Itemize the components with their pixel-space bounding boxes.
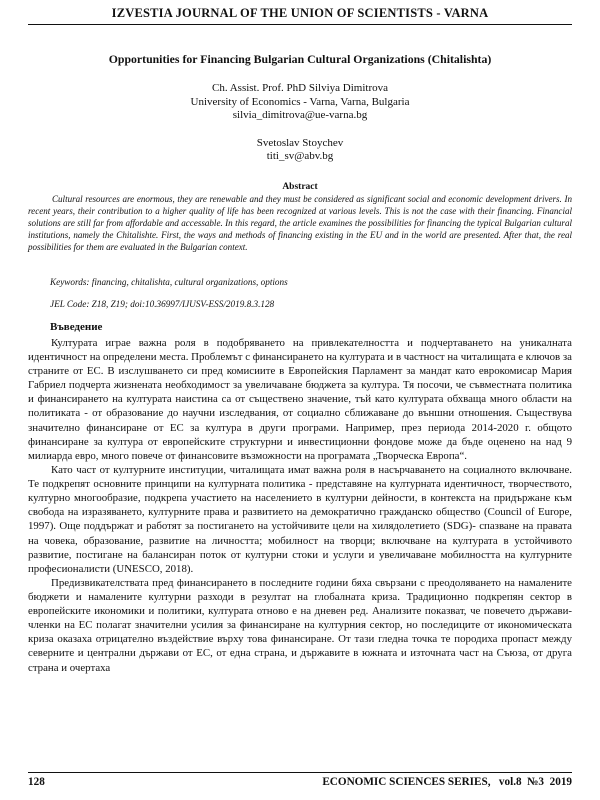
- footer-series: [322, 776, 572, 788]
- series-name: ECONOMIC SCIENCES SERIES,: [322, 776, 491, 788]
- abstract-text: Cultural resources are enormous, they are renewable and they must be considered as significant social and economic development drivers. In recent years, their contribution to a higher quality of life has been recognized at various levels. This is not the case with their financing. Financial solutions are still far from affordable and accessable. In this regard, the article examines the possibilities for financing the typical Bulgarian cultural institutions, namely the Chitalishte. First, the ways and methods of financing existing in the EU and in the world are presented. After that, the real possibilities for them are evaluated in the Bulgarian context.: [28, 194, 572, 253]
- author-email: silvia_dimitrova@ue-varna.bg: [232, 109, 368, 122]
- header-rule: [28, 24, 572, 25]
- running-header: IZVESTIA JOURNAL OF THE UNION OF SCIENTISTS - VARNA: [111, 6, 489, 20]
- author-spacer: [28, 123, 572, 137]
- article-title: Opportunities for Financing Bulgarian Cultural Organizations (Chitalishta): [108, 52, 492, 66]
- page-number: 128: [28, 776, 45, 788]
- footer-rule: [28, 772, 572, 773]
- body-paragraph: Предизвикателствата пред финансирането в последните години бяха свързани с преодоляването на намалените бюджети и намалените културни разходи в резултат на глобалната криза. Традиционно подкрепян сектор в европейските икономики и политики, културата отново е на дневен ред. Анализите показват, че повечето държави-членки на ЕС полагат значителни усилия за финансиране на културния сектор, но последиците от икономическата криза оказаха отрицателно въздействие върху това финансиране. От тази гледна точка те породиха пропаст между северните и централни държави от ЕС, от една страна, и държавите в южната и източната част на Съюза, от друга страна и очертаха: [28, 576, 572, 674]
- body-paragraph: Културата играе важна роля в подобряването на привлекателността и подчертаването на уникалната идентичност на определени места. Проблемът с финансирането на културата и в частност на читалищата е ключов за страните от ЕС. В изслушването си пред комисиите в Европейския Парламент за мандат като еврокомисар Мария Габриел подчерта жизнената необходимост за увеличаване бюджета за култура. Тя посочи, че съвместната политика и финансирането на културата наистина са от съществено значение, тъй като културата обхваща много области на политиката - от образование до научни изследвания, от социално сближаване до външни отношения. Съществува значително финансиране от ЕС за култура в други програми. Например, през периода 2014-2020 г. общото финансиране за култура от европейските структурни и инвестиционни фондове може да бъде оценено на над 9 милиарда евро, много повече от финансовите възможности на програмата „Творческа Европа“.: [28, 337, 572, 462]
- abstract-heading: Abstract: [282, 182, 318, 192]
- jel-code: JEL Code: Z18, Z19; doi:10.36997/IJUSV-ESS/2019.8.3.128: [50, 299, 275, 309]
- author-name: Ch. Assist. Prof. PhD Silviya Dimitrova: [211, 82, 389, 94]
- author-name: Svetoslav Stoychev: [256, 136, 344, 149]
- keywords: Keywords: financing, chitalishta, cultural organizations, options: [50, 277, 288, 287]
- page-footer: [28, 776, 572, 792]
- body-text: [28, 336, 572, 675]
- body-paragraph: Като част от културните институции, читалищата имат важна роля в насърчаването на социалното включване. Те подкрепят основните принципи на културната политика - представяне на културната идентичност, творчеството, културно многообразие, подкрепа участието на населението в културни дейности, в контекста на придържане към свобода на изразяването, културните права и развитието на демократично гражданско общество (Council of Europe, 1997). Още поддържат и работят за постигането на устойчивите цели на хилядолетието (SDG)- спазване на правата на човека, образование, развитие на личността; мобилност на творци; включване на културата в устойчивото развитие, постигане на балансиран поток от културни стоки и услуги и увеличаване мобилността на културните професионалисти (UNESCO, 2018).: [28, 464, 572, 575]
- author-block: [28, 82, 572, 164]
- section-heading: Въведение: [50, 321, 103, 333]
- author-email: titi_sv@abv.bg: [266, 150, 334, 163]
- issue: №3: [527, 776, 545, 788]
- year: 2019: [549, 776, 572, 788]
- author-affiliation: University of Economics - Varna, Varna, Bulgaria: [190, 95, 410, 108]
- volume: vol.8: [498, 776, 522, 788]
